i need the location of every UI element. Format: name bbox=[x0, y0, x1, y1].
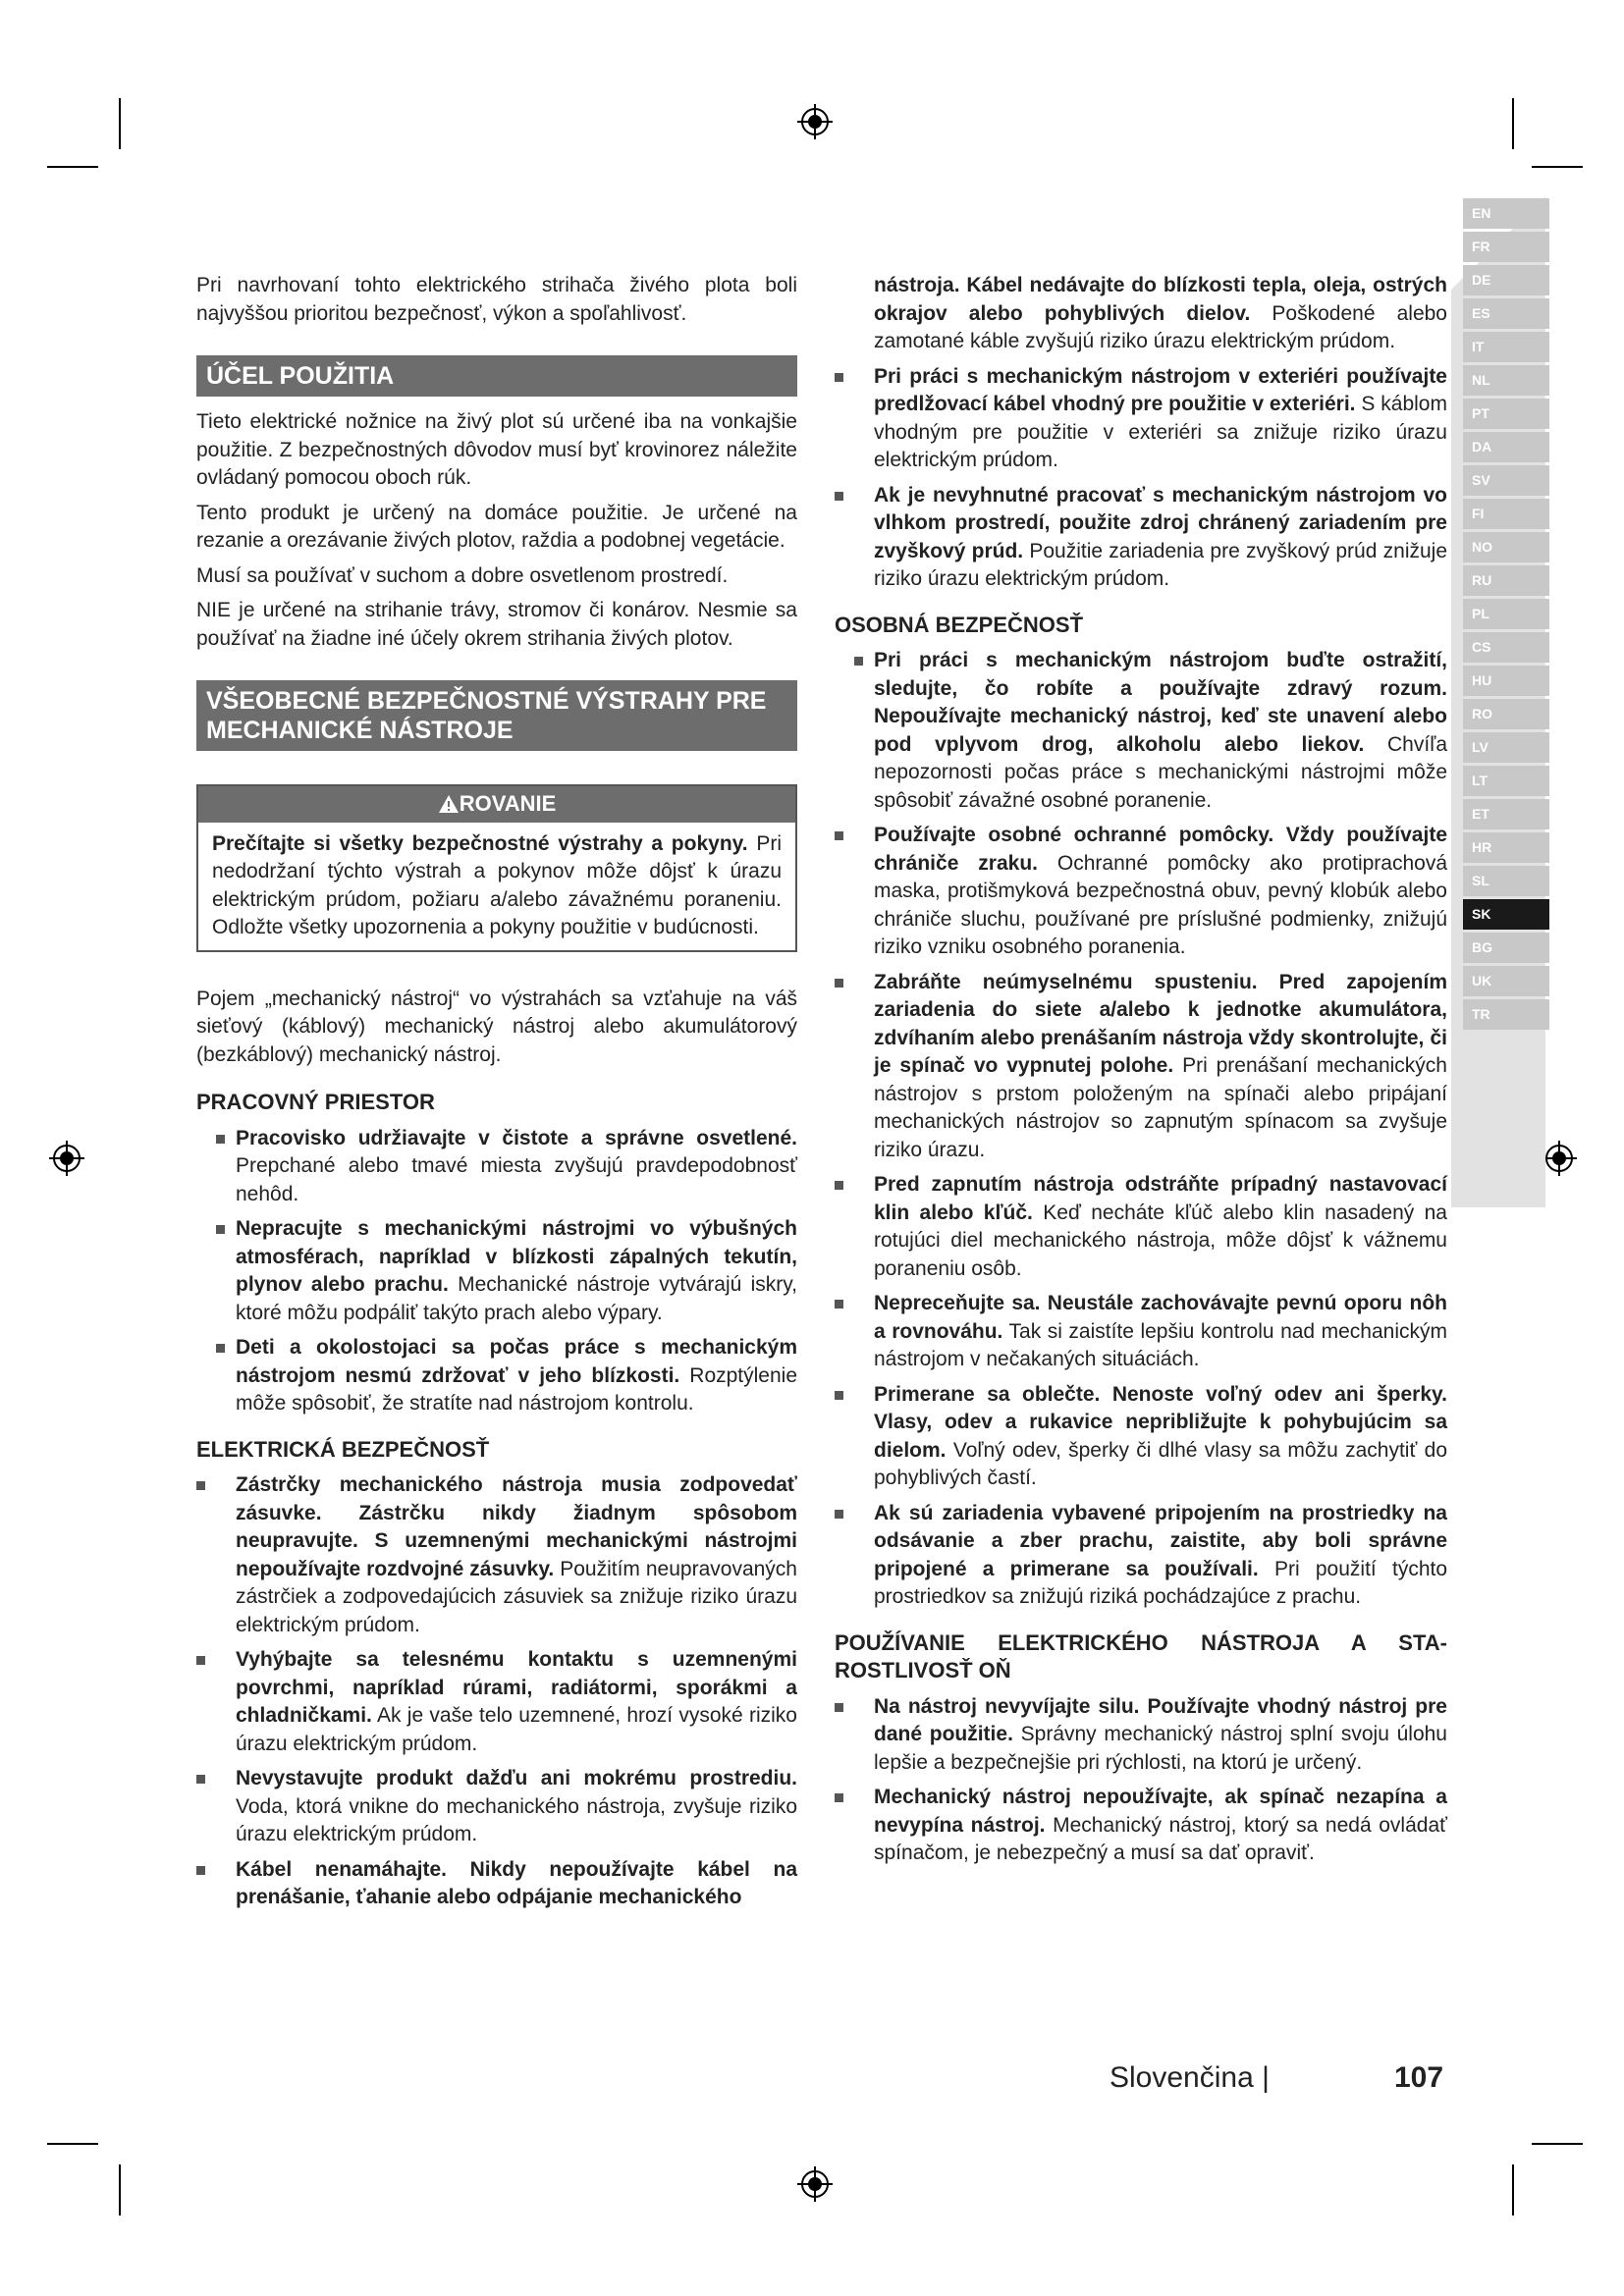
list-item: Na nástroj nevyvíjajte silu. Používajte vhodný nástroj pre dané použitie. Správny mechanický nástroj splní svoju úlohu lepšie a bezpečnejšie pri rýchlosti, na ktorú je určený. bbox=[835, 1693, 1447, 1778]
warning-header bbox=[198, 786, 795, 823]
language-tab-sk[interactable]: SK bbox=[1463, 899, 1549, 930]
language-tab-et[interactable]: ET bbox=[1463, 799, 1549, 829]
list-item-continued: nástroja. Kábel nedávajte do blízkosti tepla, oleja, ostrých okrajov alebo pohyblivých dielov. Poškodené alebo zamotané káble zvyšujú riziko úrazu elektrickým prúdom. bbox=[874, 274, 1447, 352]
language-tab-pt[interactable]: PT bbox=[1463, 399, 1549, 429]
crop-mark bbox=[1512, 2164, 1514, 2216]
language-tab-lv[interactable]: LV bbox=[1463, 732, 1549, 763]
list-item: Pri práci s mechanickým nástrojom v exteriéri používajte predlžovací kábel vhodný pre použitie v exteriéri. S káblom vhodným pre použitie v exteriéri sa znižuje riziko úrazu elektrickým prúdom. bbox=[835, 363, 1447, 475]
language-tabs bbox=[1463, 198, 1549, 1033]
page-number: 107 bbox=[1394, 2061, 1444, 2094]
crop-mark bbox=[119, 2164, 121, 2216]
crop-mark bbox=[1532, 166, 1583, 168]
language-tab-pl[interactable]: PL bbox=[1463, 599, 1549, 629]
footer-language: Slovenčina | bbox=[1110, 2061, 1270, 2094]
language-tab-hu[interactable]: HU bbox=[1463, 666, 1549, 696]
right-column bbox=[835, 272, 1447, 1875]
paragraph: Tento produkt je určený na domáce použitie. Je určené na rezanie a orezávanie živých plotov, raždia a podobnej vegetácie. bbox=[196, 501, 797, 552]
language-tab-nl[interactable]: NL bbox=[1463, 365, 1549, 396]
section-heading-intended-use: ÚČEL POUŽITIA bbox=[196, 355, 797, 397]
list-item: Pred zapnutím nástroja odstráňte prípadný nastavovací klin alebo kľúč. Keď necháte kľúč alebo klin nasadený na rotujúci diel mechanického nástroja, môže dôjsť k vážnemu poraneniu osôb. bbox=[835, 1171, 1447, 1283]
language-tab-de[interactable]: DE bbox=[1463, 265, 1549, 295]
language-tab-sl[interactable]: SL bbox=[1463, 866, 1549, 896]
warning-title: ROVANIE bbox=[459, 791, 557, 816]
list-item: Vyhýbajte sa telesnému kontaktu s uzemnenými povrchmi, napríklad rúrami, radiátormi, sporákmi a chladničkami. Ak je vaše telo uzemnené, hrozí vysoké riziko úrazu elektrickým prúdom. bbox=[196, 1646, 797, 1758]
left-column bbox=[196, 272, 797, 1912]
language-tab-it[interactable]: IT bbox=[1463, 332, 1549, 362]
registration-mark-icon bbox=[1540, 1139, 1579, 1178]
crop-mark bbox=[119, 98, 121, 149]
registration-mark-icon bbox=[795, 102, 835, 141]
term-paragraph: Pojem „mechanický nástroj“ vo výstrahách sa vzťahuje na váš sieťový (káblový) mechanický nástroj alebo akumulátorový (bezkáblový) mechanický nástroj. bbox=[196, 987, 797, 1066]
language-tab-sv[interactable]: SV bbox=[1463, 465, 1549, 496]
language-tab-fr[interactable]: FR bbox=[1463, 232, 1549, 262]
language-tab-uk[interactable]: UK bbox=[1463, 966, 1549, 996]
list-item: Deti a okolostojaci sa počas práce s mechanickým nástrojom nesmú zdržovať v jeho blízkosti. Rozptýlenie môže spôsobiť, že stratíte nad nástrojom kontrolu. bbox=[196, 1334, 797, 1418]
language-tab-es[interactable]: ES bbox=[1463, 298, 1549, 329]
language-tab-no[interactable]: NO bbox=[1463, 532, 1549, 562]
paragraph: NIE je určené na strihanie trávy, stromov či konárov. Nesmie sa používať na žiadne iné účely okrem strihania živých plotov. bbox=[196, 599, 797, 650]
list-item: Primerane sa oblečte. Nenoste voľný odev ani šperky. Vlasy, odev a rukavice nepribližujte k pohybujúcim sa dielom. Voľný odev, šperky či dlhé vlasy sa môžu zachytiť do pohyblivých častí. bbox=[835, 1381, 1447, 1493]
list-item: Nepracujte s mechanickými nástrojmi vo výbušných atmosférach, napríklad v blízkosti zápalných tekutín, plynov alebo prachu. Mechanické nástroje vytvárajú iskry, ktoré môžu podpáliť takýto prach alebo výpary. bbox=[196, 1215, 797, 1327]
registration-mark-icon bbox=[47, 1139, 86, 1178]
language-tab-bg[interactable]: BG bbox=[1463, 933, 1549, 963]
warning-text: Pri nedodržaní týchto výstrah a pokynov môže dôjsť k úrazu elektrickým prúdom, požiaru a/alebo závažnému poraneniu. Odložte všetky upozornenia a pokyny použitie v budúcnosti. bbox=[212, 831, 782, 938]
language-tab-ro[interactable]: RO bbox=[1463, 699, 1549, 729]
subheading-electrical-safety: ELEKTRICKÁ BEZPEČNOSŤ bbox=[196, 1436, 490, 1462]
subheading-tool-use: POUŽÍVANIE ELEKTRICKÉHO NÁSTROJA A STA-ROSTLIVOSŤ OŇ bbox=[835, 1629, 1447, 1682]
list-item: Ak sú zariadenia vybavené pripojením na prostriedky na odsávanie a zber prachu, zaistite, aby boli správne pripojené a primerane sa používali. Pri použití týchto prostriedkov sa znižujú riziká pochádzajúce z prachu. bbox=[835, 1500, 1447, 1612]
list-item: Zabráňte neúmyselnému spusteniu. Pred zapojením zariadenia do siete a/alebo k jednotke akumulátora, zdvíhaním alebo prenášaním nástroja vždy skontrolujte, či je spínač vo vypnutej polohe. Pri prenášaní mechanických nástrojov s prstom položeným na spínači alebo pripájaní mechanických nástrojov so zapnutým spínacom sa zvyšuje riziko úrazu. bbox=[835, 969, 1447, 1165]
paragraph: Tieto elektrické nožnice na živý plot sú určené iba na vonkajšie použitie. Z bezpečnostných dôvodov musí byť krovinorez náležite ovládaný pomocou oboch rúk. bbox=[196, 410, 797, 489]
crop-mark bbox=[1532, 2143, 1583, 2145]
subheading-work-area: PRACOVNÝ PRIESTOR bbox=[196, 1090, 435, 1114]
list-item: Nevystavujte produkt dažďu ani mokrému prostrediu. Voda, ktorá vnikne do mechanického nástroja, zvyšuje riziko úrazu elektrickým prúdom. bbox=[196, 1765, 797, 1849]
list-item: Pri práci s mechanickým nástrojom buďte ostražití, sledujte, čo robíte a používajte zdravý rozum. Nepoužívajte mechanický nástroj, keď ste unavení alebo pod vplyvom drog, alkoholu alebo liekov. Chvíľa nepozornosti počas práce s mechanickými nástrojmi môže spôsobiť závažné osobné poranenie. bbox=[835, 647, 1447, 815]
crop-mark bbox=[47, 2143, 98, 2145]
list-item: Ak je nevyhnutné pracovať s mechanickým nástrojom vo vlhkom prostredí, použite zdroj chránený zariadením pre zvyškový prúd. Použitie zariadenia pre zvyškový prúd znižuje riziko úrazu elektrickým prúdom. bbox=[835, 482, 1447, 594]
list-item: Kábel nenamáhajte. Nikdy nepoužívajte kábel na prenášanie, ťahanie alebo odpájanie mechanického bbox=[196, 1856, 797, 1912]
language-tab-en[interactable]: EN bbox=[1463, 198, 1549, 229]
list-item: Pracovisko udržiavajte v čistote a správne osvetlené. Prepchané alebo tmavé miesta zvyšujú pravdepodobnosť nehôd. bbox=[196, 1125, 797, 1209]
warning-bold-text: Prečítajte si všetky bezpečnostné výstrahy a pokyny. bbox=[212, 831, 748, 855]
intro-paragraph: Pri navrhovaní tohto elektrického strihača živého plota boli najvyššou prioritou bezpečnosť, výkon a spoľahlivosť. bbox=[196, 274, 797, 325]
subheading-personal-safety: OSOBNÁ BEZPEČNOSŤ bbox=[835, 612, 1084, 637]
language-tab-cs[interactable]: CS bbox=[1463, 632, 1549, 663]
crop-mark bbox=[47, 166, 98, 168]
language-tab-fi[interactable]: FI bbox=[1463, 499, 1549, 529]
language-tab-ru[interactable]: RU bbox=[1463, 565, 1549, 596]
list-item: Mechanický nástroj nepoužívajte, ak spínač nezapína a nevypína nástroj. Mechanický nástroj, ktorý sa nedá ovládať spínačom, je nebezpečný a musí sa dať opraviť. bbox=[835, 1784, 1447, 1868]
language-tab-hr[interactable]: HR bbox=[1463, 832, 1549, 863]
warning-body bbox=[198, 823, 795, 950]
list-item: Zástrčky mechanického nástroja musia zodpovedať zásuvke. Zástrčku nikdy žiadnym spôsobom neupravujte. S uzemnenými mechanickými nástrojmi nepoužívajte rozdvojné zásuvky. Použitím neupravovaných zástrčiek a zodpovedajúcich zásuviek sa znižuje riziko úrazu elektrickým prúdom. bbox=[196, 1471, 797, 1639]
list-item: Nepreceňujte sa. Neustále zachovávajte pevnú oporu nôh a rovnováhu. Tak si zaistíte lepšiu kontrolu nad mechanickým nástrojom v nečakaných situáciách. bbox=[835, 1290, 1447, 1374]
section-heading-general-warnings: VŠEOBECNÉ BEZPEČNOSTNÉ VÝSTRAHY PRE MECHANICKÉ NÁSTROJE bbox=[196, 680, 797, 751]
language-tab-da[interactable]: DA bbox=[1463, 432, 1549, 462]
language-tab-lt[interactable]: LT bbox=[1463, 766, 1549, 796]
warning-triangle-icon bbox=[438, 794, 460, 814]
warning-box bbox=[196, 784, 797, 952]
list-item: Používajte osobné ochranné pomôcky. Vždy používajte chrániče zraku. Ochranné pomôcky ako protiprachová maska, protišmyková bezpečnostná obuv, pevný klobúk alebo chrániče sluchu, používané pre príslušné podmienky, znižujú riziko vzniku osobného poranenia. bbox=[835, 822, 1447, 962]
crop-mark bbox=[1512, 98, 1514, 149]
language-tab-tr[interactable]: TR bbox=[1463, 999, 1549, 1030]
paragraph: Musí sa používať v suchom a dobre osvetlenom prostredí. bbox=[196, 563, 729, 587]
registration-mark-icon bbox=[795, 2164, 835, 2204]
